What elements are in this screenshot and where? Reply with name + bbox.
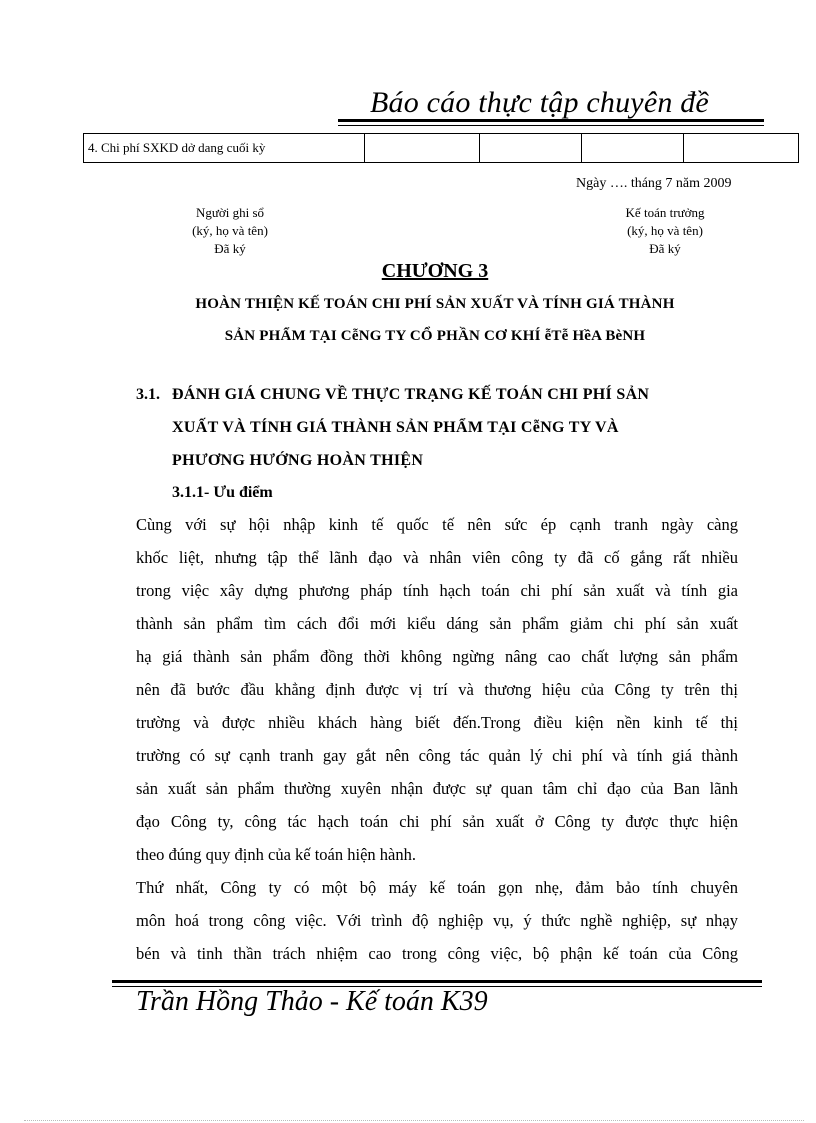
section-heading-line: PHƯƠNG HƯỚNG HOÀN THIỆN xyxy=(172,452,424,469)
body-line: hạ giá thành sản phẩm đồng thời không ngừng nâng cao chất lượng sản phẩm xyxy=(136,647,738,666)
signature-instruction: (ký, họ và tên) xyxy=(192,223,268,238)
table-cell xyxy=(365,134,480,163)
table-cell-label: 4. Chi phí SXKD dở dang cuối kỳ xyxy=(84,134,365,163)
section-number: 3.1. xyxy=(136,386,160,403)
section-heading-line: XUẤT VÀ TÍNH GIÁ THÀNH SẢN PHẨM TẠI CễNG TY VÀ xyxy=(172,419,619,436)
chapter-title: CHƯƠNG 3 xyxy=(381,260,489,282)
signature-role: Kế toán trưởng xyxy=(625,205,705,220)
subsection-heading: 3.1.1- Ưu điểm xyxy=(172,484,273,501)
body-line: Thứ nhất, Công ty có một bộ máy kế toán gọn nhẹ, đảm bảo tính chuyên xyxy=(136,878,738,897)
header-rule-thin xyxy=(338,125,764,126)
body-line: khốc liệt, nhưng tập thể lãnh đạo và nhân viên công ty đã cố gắng rất nhiều xyxy=(136,548,738,567)
report-header-title: Báo cáo thực tập chuyên đề xyxy=(370,86,709,119)
body-line: Cùng với sự hội nhập kinh tế quốc tế nên sức ép cạnh tranh ngày càng xyxy=(136,515,738,534)
table-row xyxy=(84,134,799,163)
table-cell xyxy=(582,134,684,163)
page-edge-divider xyxy=(24,1120,804,1121)
section-heading-line: ĐÁNH GIÁ CHUNG VỀ THỰC TRẠNG KẾ TOÁN CHI PHÍ SẢN xyxy=(172,386,650,403)
body-line: bén và tinh thần trách nhiệm cao trong công việc, bộ phận kế toán của Công xyxy=(136,944,738,963)
header-rule-thick xyxy=(338,119,764,122)
chapter-subtitle-line: SẢN PHẨM TẠI CễNG TY CỔ PHẦN CƠ KHÍ ễTễ HềA BèNH xyxy=(224,328,646,344)
table-cell xyxy=(684,134,799,163)
body-line: môn hoá trong công việc. Với trình độ nghiệp vụ, ý thức nghề nghiệp, sự nhạy xyxy=(136,911,738,930)
body-line: trường và được nhiều khách hàng biết đến.Trong điều kiện nền kinh tế thị xyxy=(136,713,738,732)
body-line: thành sản phẩm tìm cách đổi mới kiểu dáng sản phẩm giảm chi phí sản xuất xyxy=(136,614,738,633)
signature-chief-accountant xyxy=(585,204,745,258)
body-line: sản xuất sản phẩm thường xuyên nhận được sự quan tâm chỉ đạo của Ban lãnh xyxy=(136,779,738,798)
date-line: Ngày …. tháng 7 năm 2009 xyxy=(576,176,732,191)
body-line: đạo Công ty, công tác hạch toán chi phí sản xuất ở Công ty được thực hiện xyxy=(136,812,738,831)
signature-status: Đã ký xyxy=(649,241,681,256)
body-line: nên đã bước đầu khẳng định được vị trí và thương hiệu của Công ty trên thị xyxy=(136,680,738,699)
body-line: theo đúng quy định của kế toán hiện hành. xyxy=(136,845,416,864)
signature-bookkeeper xyxy=(150,204,310,258)
footer-author: Trần Hồng Thảo - Kế toán K39 xyxy=(136,986,488,1017)
footer-rule-thick xyxy=(112,980,762,983)
table-cell xyxy=(480,134,582,163)
body-line: trong việc xây dựng phương pháp tính hạch toán chi phí sản xuất và tính gia xyxy=(136,581,738,600)
chapter-subtitle-line: HOÀN THIỆN KẾ TOÁN CHI PHÍ SẢN XUẤT VÀ TÍNH GIÁ THÀNH xyxy=(195,296,675,312)
signature-instruction: (ký, họ và tên) xyxy=(627,223,703,238)
cost-table xyxy=(83,133,799,163)
signature-role: Người ghi sổ xyxy=(195,205,265,220)
signature-status: Đã ký xyxy=(214,241,246,256)
body-line: trường có sự cạnh tranh gay gắt nên công tác quản lý chi phí và tính giá thành xyxy=(136,746,738,765)
